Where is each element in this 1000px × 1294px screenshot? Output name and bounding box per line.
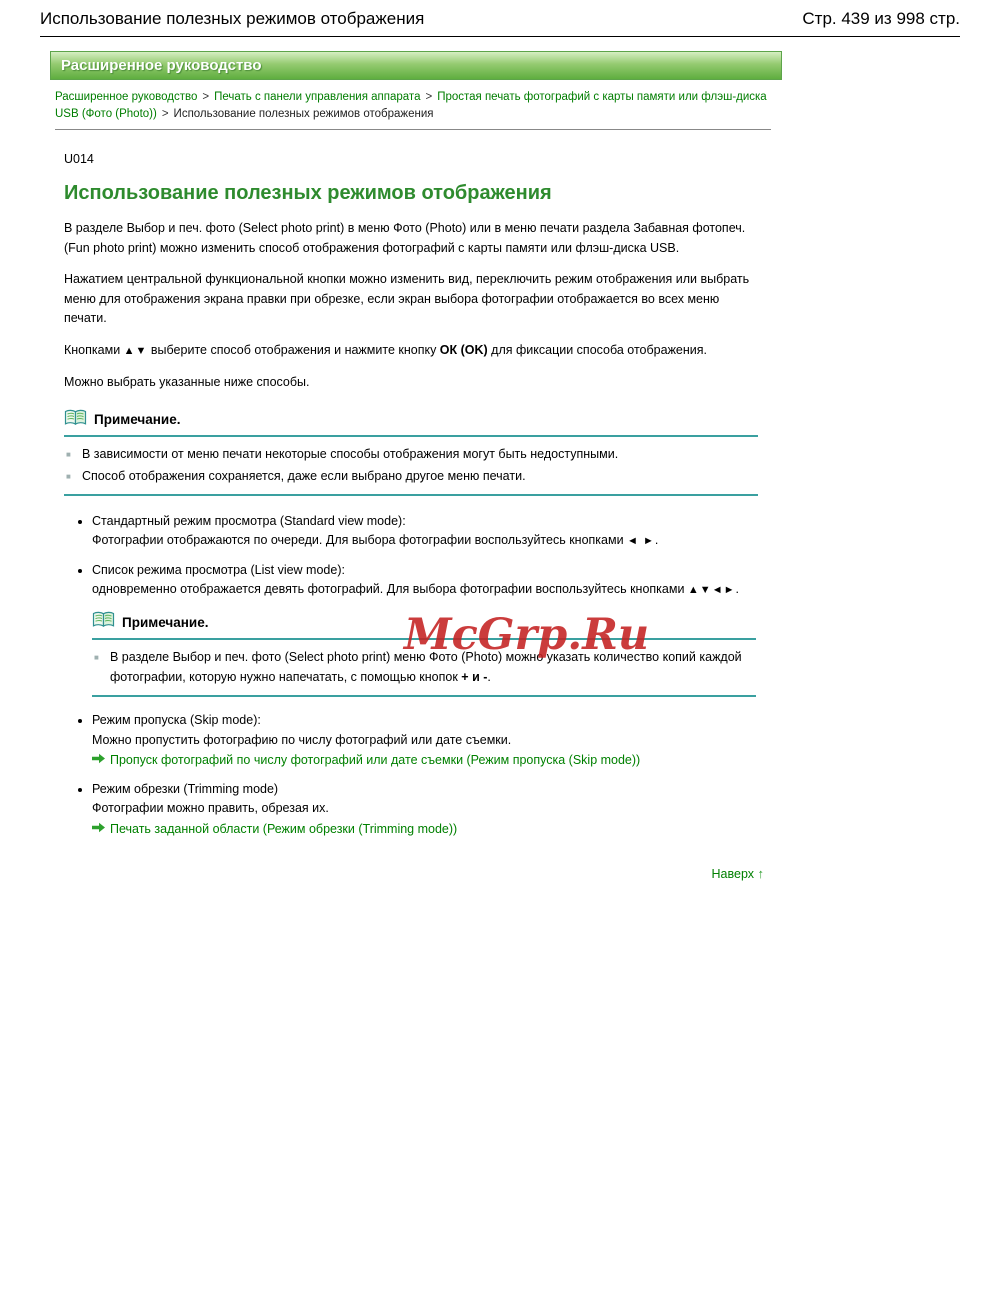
watermark-text: McGrp.Ru <box>404 610 650 660</box>
mode-standard-title: • Стандартный режим просмотра (Standard view mode): <box>92 513 406 528</box>
note-top-rule <box>64 435 758 437</box>
trimming-mode-link-label: Печать заданной области (Режим обрезки (Trimming mode)) <box>110 821 458 836</box>
plus-minus-keys-label: + и - <box>461 670 488 684</box>
mode-trimming-title: • Режим обрезки (Trimming mode) <box>92 781 279 796</box>
document-code: U014 <box>64 152 94 166</box>
nested-note-block <box>92 611 756 698</box>
breadcrumb-current: Использование полезных режимов отображения <box>173 108 434 120</box>
note-item: ■ Способ отображения сохраняется, даже если выбрано другое меню печати. <box>64 466 758 486</box>
mode-skip-link-row <box>92 751 772 771</box>
paragraph-ok-pre: Кнопками <box>64 342 124 357</box>
paragraph-ok-button <box>64 341 754 362</box>
page-header <box>40 0 960 37</box>
back-to-top-row <box>64 865 764 883</box>
mode-standard-end: . <box>654 533 659 547</box>
note-book-icon <box>92 611 115 635</box>
breadcrumb-divider <box>55 129 771 130</box>
skip-mode-link[interactable] <box>92 751 640 771</box>
view-modes-list <box>0 512 772 840</box>
four-way-arrows-icon: ▲▼◄► <box>687 584 736 596</box>
trimming-mode-link[interactable] <box>92 820 457 840</box>
note-item: ■ В зависимости от меню печати некоторые способы отображения могут быть недоступными. <box>64 444 758 464</box>
breadcrumb-separator: > <box>202 91 210 103</box>
breadcrumb-separator: > <box>161 108 169 120</box>
breadcrumb-link-advanced-guide[interactable]: Расширенное руководство <box>55 91 198 103</box>
guide-banner-label: Расширенное руководство <box>61 57 262 74</box>
breadcrumb <box>55 89 771 123</box>
mode-skip <box>92 711 772 771</box>
mode-skip-title: • Режим пропуска (Skip mode): <box>92 713 261 727</box>
mode-list-body <box>92 580 756 601</box>
breadcrumb-link-printing-from-panel[interactable]: Печать с панели управления аппарата <box>214 91 421 103</box>
mode-standard-body <box>92 531 756 552</box>
breadcrumb-separator: > <box>425 91 433 103</box>
green-arrow-icon <box>92 751 105 771</box>
nested-note-wrapper <box>92 611 772 698</box>
nested-note-header <box>92 611 756 639</box>
note-book-icon <box>64 409 87 431</box>
back-to-top-label: Наверх <box>711 867 755 881</box>
mode-trimming-link-row <box>92 820 772 840</box>
note-bottom-rule <box>64 494 758 496</box>
mode-list-title: • Список режима просмотра (List view mode): <box>92 562 345 577</box>
mode-list-view <box>92 561 772 601</box>
up-down-arrows-icon: ▲▼ <box>123 344 148 357</box>
page-title: Использование полезных режимов отображения <box>64 182 552 204</box>
paragraph-ok-mid: выберите способ отображения и нажмите кнопку <box>147 342 440 357</box>
nested-note-end: . <box>487 670 491 684</box>
mode-trimming <box>92 780 772 840</box>
green-arrow-icon <box>92 820 105 840</box>
paragraph-intro: В разделе Выбор и печ. фото (Select photo print) в меню Фото (Photo) или в меню печати раздела Забавная фотопеч. (Fun photo print) можно изменить способ отображения фотографий с карты памяти или флэш-диска USB. <box>64 221 746 255</box>
nested-note-top-rule <box>92 638 756 640</box>
header-title: Использование полезных режимов отображения <box>40 9 425 28</box>
paragraph-center-button: Нажатием центральной функциональной кнопки можно изменить вид, переключить режим отображения или выбрать меню для отображения экрана правки при обрезке, если экран выбора фотографии отображается во всех меню печати. <box>64 272 750 325</box>
mode-standard-view <box>92 512 772 552</box>
nested-note-bottom-rule <box>92 695 756 697</box>
mode-standard-text: Фотографии отображаются по очереди. Для выбора фотографии воспользуйтесь кнопками <box>92 533 628 547</box>
mode-trimming-body: Фотографии можно править, обрезая их. <box>92 801 329 815</box>
mode-list-end: . <box>735 582 739 596</box>
nested-note-item <box>92 647 756 687</box>
note-item-list <box>64 444 758 486</box>
mode-list-text: одновременно отображается девять фотографий. Для выбора фотографии воспользуйтесь кнопками <box>92 582 688 596</box>
left-right-arrows-icon: ◄ ► <box>627 535 655 547</box>
nested-note-text: В разделе Выбор и печ. фото (Select photo print) меню Фото (Photo) можно указать количество копий каждой фотографии, которую нужно напечатать, с помощью кнопок <box>110 650 742 684</box>
header-page-number: Стр. 439 из 998 стр. <box>802 9 960 28</box>
back-to-top-link[interactable] <box>712 867 764 881</box>
article-content <box>64 152 758 496</box>
guide-banner <box>50 51 782 80</box>
note-header <box>64 409 758 435</box>
ok-button-label: ОК (OK) <box>439 342 488 357</box>
note-block <box>64 409 758 496</box>
paragraph-ok-post: для фиксации способа отображения. <box>487 342 708 357</box>
nested-note-label: Примечание. <box>122 614 209 630</box>
up-arrow-icon: ↑ <box>757 866 764 881</box>
paragraph-methods: Можно выбрать указанные ниже способы. <box>64 375 310 389</box>
nested-note-item-list <box>92 647 756 687</box>
breadcrumb-link-easy-photo-print[interactable]: Простая печать фотографий с карты памяти или флэш-диска USB (Фото (Photo)) <box>55 91 767 120</box>
mode-skip-body: Можно пропустить фотографию по числу фотографий или дате съемки. <box>92 732 512 747</box>
note-label: Примечание. <box>94 412 181 427</box>
skip-mode-link-label: Пропуск фотографий по числу фотографий или дате съемки (Режим пропуска (Skip mode)) <box>110 753 641 767</box>
